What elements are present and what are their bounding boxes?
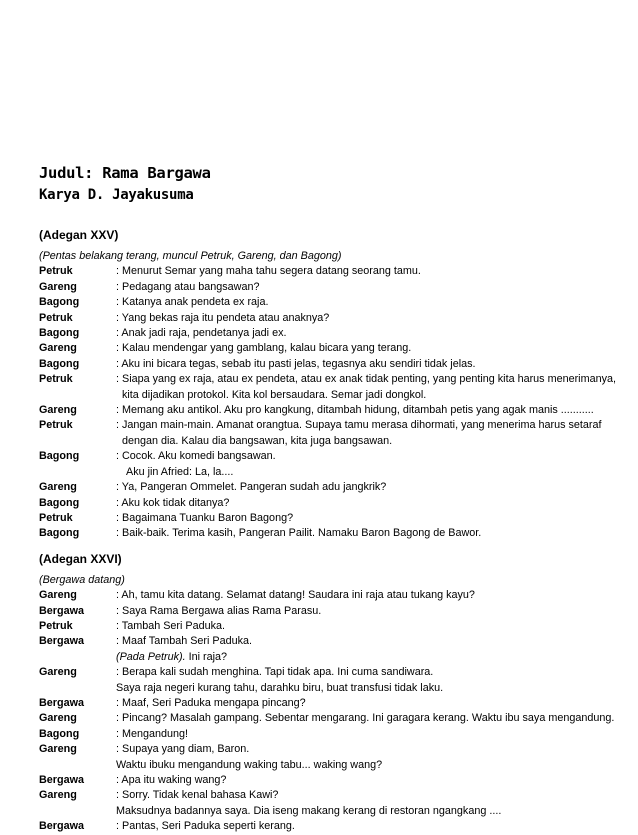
scene-xxvi xyxy=(39,551,619,835)
dialogue-line-text: : Pantas, Seri Paduka seperti kerang. xyxy=(116,820,295,833)
scene-heading: (Adegan XXVI) xyxy=(39,551,122,566)
dialogue-line xyxy=(39,742,619,773)
dialogue-text xyxy=(114,372,619,403)
speaker-name: Bagong xyxy=(39,296,80,309)
dialogue-line-text: : Maaf, Seri Paduka mengapa pincang? xyxy=(116,696,306,709)
dialogue-line-text: : Pedagang atau bangsawan? xyxy=(116,280,260,293)
stage-direction-inline: (Pada Petruk). xyxy=(116,650,186,663)
dialogue-text xyxy=(114,480,619,495)
dialogue-line xyxy=(39,604,619,619)
dialogue-line-text: : Aku kok tidak ditanya? xyxy=(116,496,230,509)
dialogue-line xyxy=(39,341,619,356)
speaker-name: Petruk xyxy=(39,619,73,632)
dialogue-line-text: : Memang aku antikol. Aku pro kangkung, ditambah hidung, ditambah petis yang agak manis ........... xyxy=(116,404,594,417)
dialogue-line-text: : Yang bekas raja itu pendeta atau anaknya? xyxy=(116,311,330,324)
dialogue-line xyxy=(39,588,619,603)
dialogue-line xyxy=(39,372,619,403)
dialogue-line-text: : Jangan main-main. Amanat orangtua. Supaya tamu merasa dihormati, yang menerima harus setaraf xyxy=(116,419,602,432)
speaker-name: Gareng xyxy=(39,743,77,756)
speaker-name: Gareng xyxy=(39,404,77,417)
dialogue-continuation: kita dijadikan protokol. Kita kol bersaudara. Semar jadi dongkol. xyxy=(122,388,427,401)
dialogue-text xyxy=(114,496,619,511)
dialogue-line xyxy=(39,418,619,449)
speaker-name: Petruk xyxy=(39,265,73,278)
document-author: Karya D. Jayakusuma xyxy=(39,187,194,203)
dialogue-line xyxy=(39,295,619,310)
stage-direction: (Pentas belakang terang, muncul Petruk, Gareng, dan Bagong) xyxy=(39,250,342,262)
dialogue-continuation: Maksudnya badannya saya. Dia iseng makang kerang di restoran ngangkang .... xyxy=(116,804,502,817)
dialogue-line xyxy=(39,280,619,295)
dialogue-text xyxy=(114,418,619,449)
dialogue-line-text: : Ya, Pangeran Ommelet. Pangeran sudah adu jangkrik? xyxy=(116,481,387,494)
dialogue-continuation: Waktu ibuku mengandung waking tabu... waking wang? xyxy=(116,758,383,771)
dialogue-text xyxy=(114,788,619,819)
speaker-name: Bagong xyxy=(39,357,80,370)
dialogue-text xyxy=(114,295,619,310)
speaker-name: Petruk xyxy=(39,511,73,524)
speaker-name: Bergawa xyxy=(39,635,85,648)
dialogue-line xyxy=(39,696,619,711)
dialogue-line-text: : Baik-baik. Terima kasih, Pangeran Pailit. Namaku Baron Bagong de Bawor. xyxy=(116,527,482,540)
speaker-name: Bergawa xyxy=(39,604,85,617)
dialogue-line-text: : Tambah Seri Paduka. xyxy=(116,619,226,632)
speaker-name: Bagong xyxy=(39,727,80,740)
dialogue-line xyxy=(39,357,619,372)
dialogue-text xyxy=(114,634,619,665)
speaker-name: Bagong xyxy=(39,327,80,340)
speaker-name: Bergawa xyxy=(39,696,85,709)
dialogue-text xyxy=(114,727,619,742)
dialogue-line-text: : Aku ini bicara tegas, sebab itu pasti jelas, tegasnya aku sendiri tidak jelas. xyxy=(116,357,476,370)
dialogue-text xyxy=(114,264,619,279)
dialogue-line-text: : Sorry. Tidak kenal bahasa Kawi? xyxy=(116,789,279,802)
speaker-name: Bagong xyxy=(39,527,80,540)
speaker-name: Gareng xyxy=(39,589,77,602)
dialogue-text xyxy=(114,511,619,526)
speaker-name: Gareng xyxy=(39,481,77,494)
dialogue-line xyxy=(39,773,619,788)
dialogue-text xyxy=(114,526,619,541)
dialogue-line xyxy=(39,311,619,326)
dialogue-list xyxy=(39,264,619,541)
dialogue-list xyxy=(39,588,619,835)
dialogue-line-text: : Katanya anak pendeta ex raja. xyxy=(116,296,269,309)
dialogue-line-text: : Cocok. Aku komedi bangsawan. xyxy=(116,450,276,463)
dialogue-text xyxy=(114,357,619,372)
dialogue-line-text: : Supaya yang diam, Baron. xyxy=(116,743,250,756)
dialogue-text xyxy=(114,711,619,726)
dialogue-text xyxy=(114,449,619,480)
dialogue-line xyxy=(39,619,619,634)
dialogue-text xyxy=(114,403,619,418)
dialogue-line xyxy=(39,526,619,541)
dialogue-line-text: : Ah, tamu kita datang. Selamat datang! Saudara ini raja atau tukang kayu? xyxy=(116,589,475,602)
script-page xyxy=(39,162,619,835)
dialogue-text xyxy=(114,604,619,619)
dialogue-line-text: : Mengandung! xyxy=(116,727,189,740)
dialogue-line xyxy=(39,403,619,418)
speaker-name: Gareng xyxy=(39,712,77,725)
dialogue-text xyxy=(114,619,619,634)
dialogue-continuation-text: Ini raja? xyxy=(185,650,228,663)
dialogue-text xyxy=(114,696,619,711)
scene-xxv xyxy=(39,227,619,542)
dialogue-line xyxy=(39,496,619,511)
dialogue-text xyxy=(114,280,619,295)
speaker-name: Petruk xyxy=(39,373,73,386)
dialogue-line xyxy=(39,788,619,819)
dialogue-line xyxy=(39,634,619,665)
document-title: Judul: Rama Bargawa xyxy=(39,164,211,182)
speaker-name: Bagong xyxy=(39,450,80,463)
dialogue-line-text: : Maaf Tambah Seri Paduka. xyxy=(116,635,253,648)
dialogue-text xyxy=(114,773,619,788)
dialogue-continuation: dengan dia. Kalau dia bangsawan, kita juga bangsawan. xyxy=(122,434,393,447)
dialogue-line-text: : Berapa kali sudah menghina. Tapi tidak apa. Ini cuma sandiwara. xyxy=(116,666,434,679)
dialogue-line-text: : Pincang? Masalah gampang. Sebentar mengarang. Ini garagara kerang. Waktu ibu saya mengandung. xyxy=(116,712,615,725)
dialogue-line xyxy=(39,264,619,279)
dialogue-line-text: : Siapa yang ex raja, atau ex pendeta, atau ex anak tidak penting, yang penting kita harus menerimanya, xyxy=(116,373,616,386)
dialogue-line-text: : Kalau mendengar yang gamblang, kalau bicara yang terang. xyxy=(116,342,412,355)
dialogue-line-text: : Menurut Semar yang maha tahu segera datang seorang tamu. xyxy=(116,265,421,278)
speaker-name: Gareng xyxy=(39,280,77,293)
speaker-name: Petruk xyxy=(39,419,73,432)
dialogue-line xyxy=(39,665,619,696)
speaker-name: Gareng xyxy=(39,666,77,679)
stage-direction: (Bergawa datang) xyxy=(39,573,125,586)
dialogue-text xyxy=(114,311,619,326)
speaker-name: Petruk xyxy=(39,311,73,324)
dialogue-line xyxy=(39,511,619,526)
dialogue-continuation: Saya raja negeri kurang tahu, darahku biru, buat transfusi tidak laku. xyxy=(116,681,444,694)
speaker-name: Bergawa xyxy=(39,820,85,833)
dialogue-line xyxy=(39,711,619,726)
dialogue-line xyxy=(39,480,619,495)
dialogue-continuation xyxy=(116,650,619,665)
dialogue-continuation: Aku jin Afried: La, la.... xyxy=(126,465,234,478)
speaker-name: Bagong xyxy=(39,496,80,509)
dialogue-text xyxy=(114,326,619,341)
speaker-name: Gareng xyxy=(39,342,77,355)
dialogue-text xyxy=(114,665,619,696)
speaker-name: Gareng xyxy=(39,789,77,802)
dialogue-line-text: : Anak jadi raja, pendetanya jadi ex. xyxy=(116,327,287,340)
dialogue-line xyxy=(39,727,619,742)
dialogue-line-text: : Apa itu waking wang? xyxy=(116,774,227,786)
dialogue-line xyxy=(39,819,619,834)
dialogue-line-text: : Bagaimana Tuanku Baron Bagong? xyxy=(116,511,294,524)
dialogue-line xyxy=(39,449,619,480)
dialogue-text xyxy=(114,588,619,603)
dialogue-text xyxy=(114,341,619,356)
speaker-name: Bergawa xyxy=(39,774,85,786)
scene-heading: (Adegan XXV) xyxy=(39,228,119,242)
dialogue-line-text: : Saya Rama Bergawa alias Rama Parasu. xyxy=(116,604,322,617)
dialogue-text xyxy=(114,742,619,773)
dialogue-text xyxy=(114,819,619,834)
dialogue-line xyxy=(39,326,619,341)
